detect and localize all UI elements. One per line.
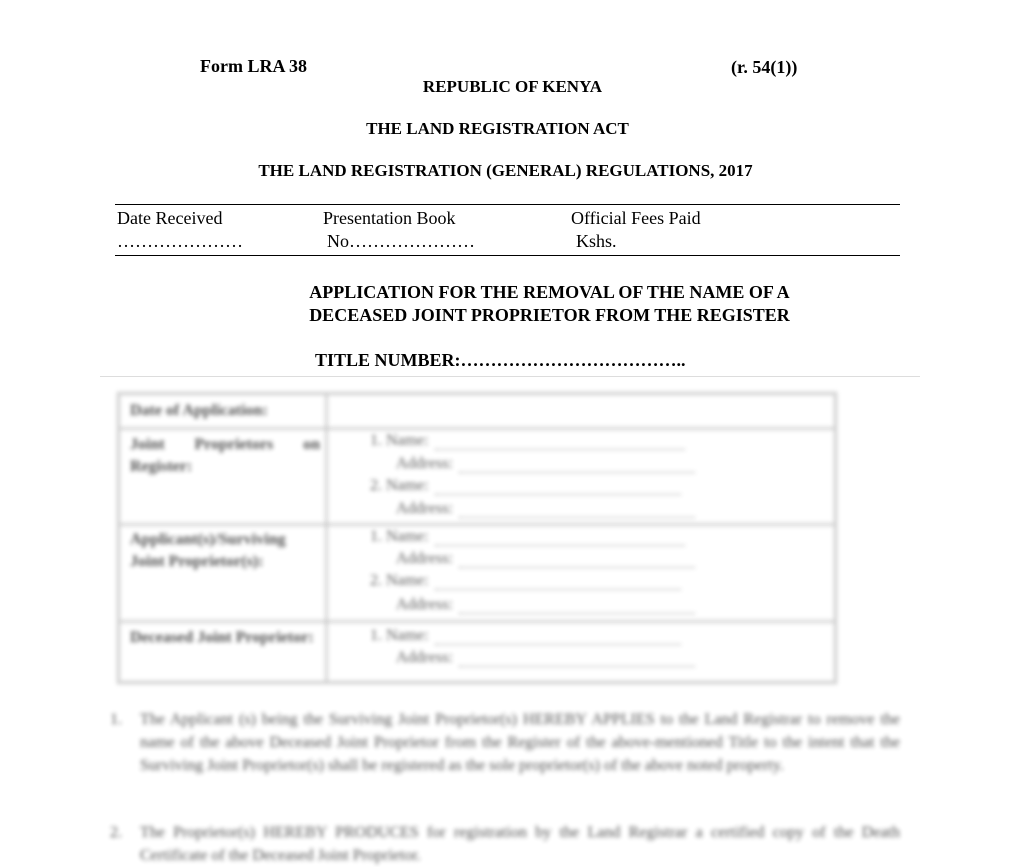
title-number: TITLE NUMBER:……………………………….. — [315, 350, 686, 370]
paragraph-2: 2. The Proprietor(s) HEREBY PRODUCES for registration by the Land Registrar a certified copy of the Death Certificate of the Deceased Joint Proprietor. — [110, 824, 900, 864]
official-fees-label: Official Fees Paid — [571, 208, 701, 228]
application-title-line-2: DECEASED JOINT PROPRIETOR FROM THE REGISTER — [309, 305, 790, 325]
republic-heading: REPUBLIC OF KENYA — [422, 77, 603, 96]
details-table — [117, 392, 837, 684]
row-label-date-of-application: Date of Application: — [130, 402, 268, 419]
regulations-heading: THE LAND REGISTRATION (GENERAL) REGULATIONS, 2017 — [258, 161, 753, 180]
applicant-1-address: Address: — [396, 550, 695, 568]
applicant-1-name: 1. Name: — [370, 528, 685, 546]
joint-proprietor-2-name: 2. Name: — [370, 477, 681, 495]
deceased-address: Address: — [396, 649, 695, 667]
rule-reference: (r. 54(1)) — [731, 57, 798, 77]
official-fees-value: Kshs. — [576, 231, 617, 251]
deceased-name: 1. Name: — [370, 627, 681, 645]
blurred-form-body — [0, 372, 1015, 864]
table-row-divider — [120, 620, 834, 626]
registry-top-rule — [115, 204, 900, 205]
act-heading: THE LAND REGISTRATION ACT — [366, 119, 629, 138]
registry-bottom-rule — [115, 255, 900, 256]
form-number: Form LRA 38 — [200, 56, 307, 76]
presentation-book-number: No………………… — [327, 231, 475, 251]
row-label-deceased: Deceased Joint Proprietor: — [130, 629, 314, 646]
applicant-2-address: Address: — [396, 596, 695, 614]
date-received-label: Date Received — [117, 208, 223, 228]
applicant-2-name: 2. Name: — [370, 572, 681, 590]
table-column-divider — [325, 395, 331, 681]
presentation-book-label: Presentation Book — [323, 208, 456, 228]
row-label-applicants: Applicant(s)/Surviving Joint Proprietor(s): — [130, 531, 286, 570]
row-label-joint-proprietors: Joint Proprietors on Register: — [130, 436, 320, 475]
joint-proprietor-1-address: Address: — [396, 455, 695, 473]
joint-proprietor-1-name: 1. Name: — [370, 432, 685, 450]
date-received-value: ………………… — [117, 231, 243, 251]
joint-proprietor-2-address: Address: — [396, 500, 695, 518]
application-title-line-1: APPLICATION FOR THE REMOVAL OF THE NAME OF A — [309, 282, 790, 302]
paragraph-1: 1. The Applicant (s) being the Surviving Joint Proprietor(s) HEREBY APPLIES to the Land Registrar to remove the name of the above Deceased Joint Proprietor from the Register of the above-mentioned Title to the intent that the Surviving Joint Proprietor(s) shall be registered as the sole proprietor(s) of the above noted property. — [110, 711, 900, 774]
